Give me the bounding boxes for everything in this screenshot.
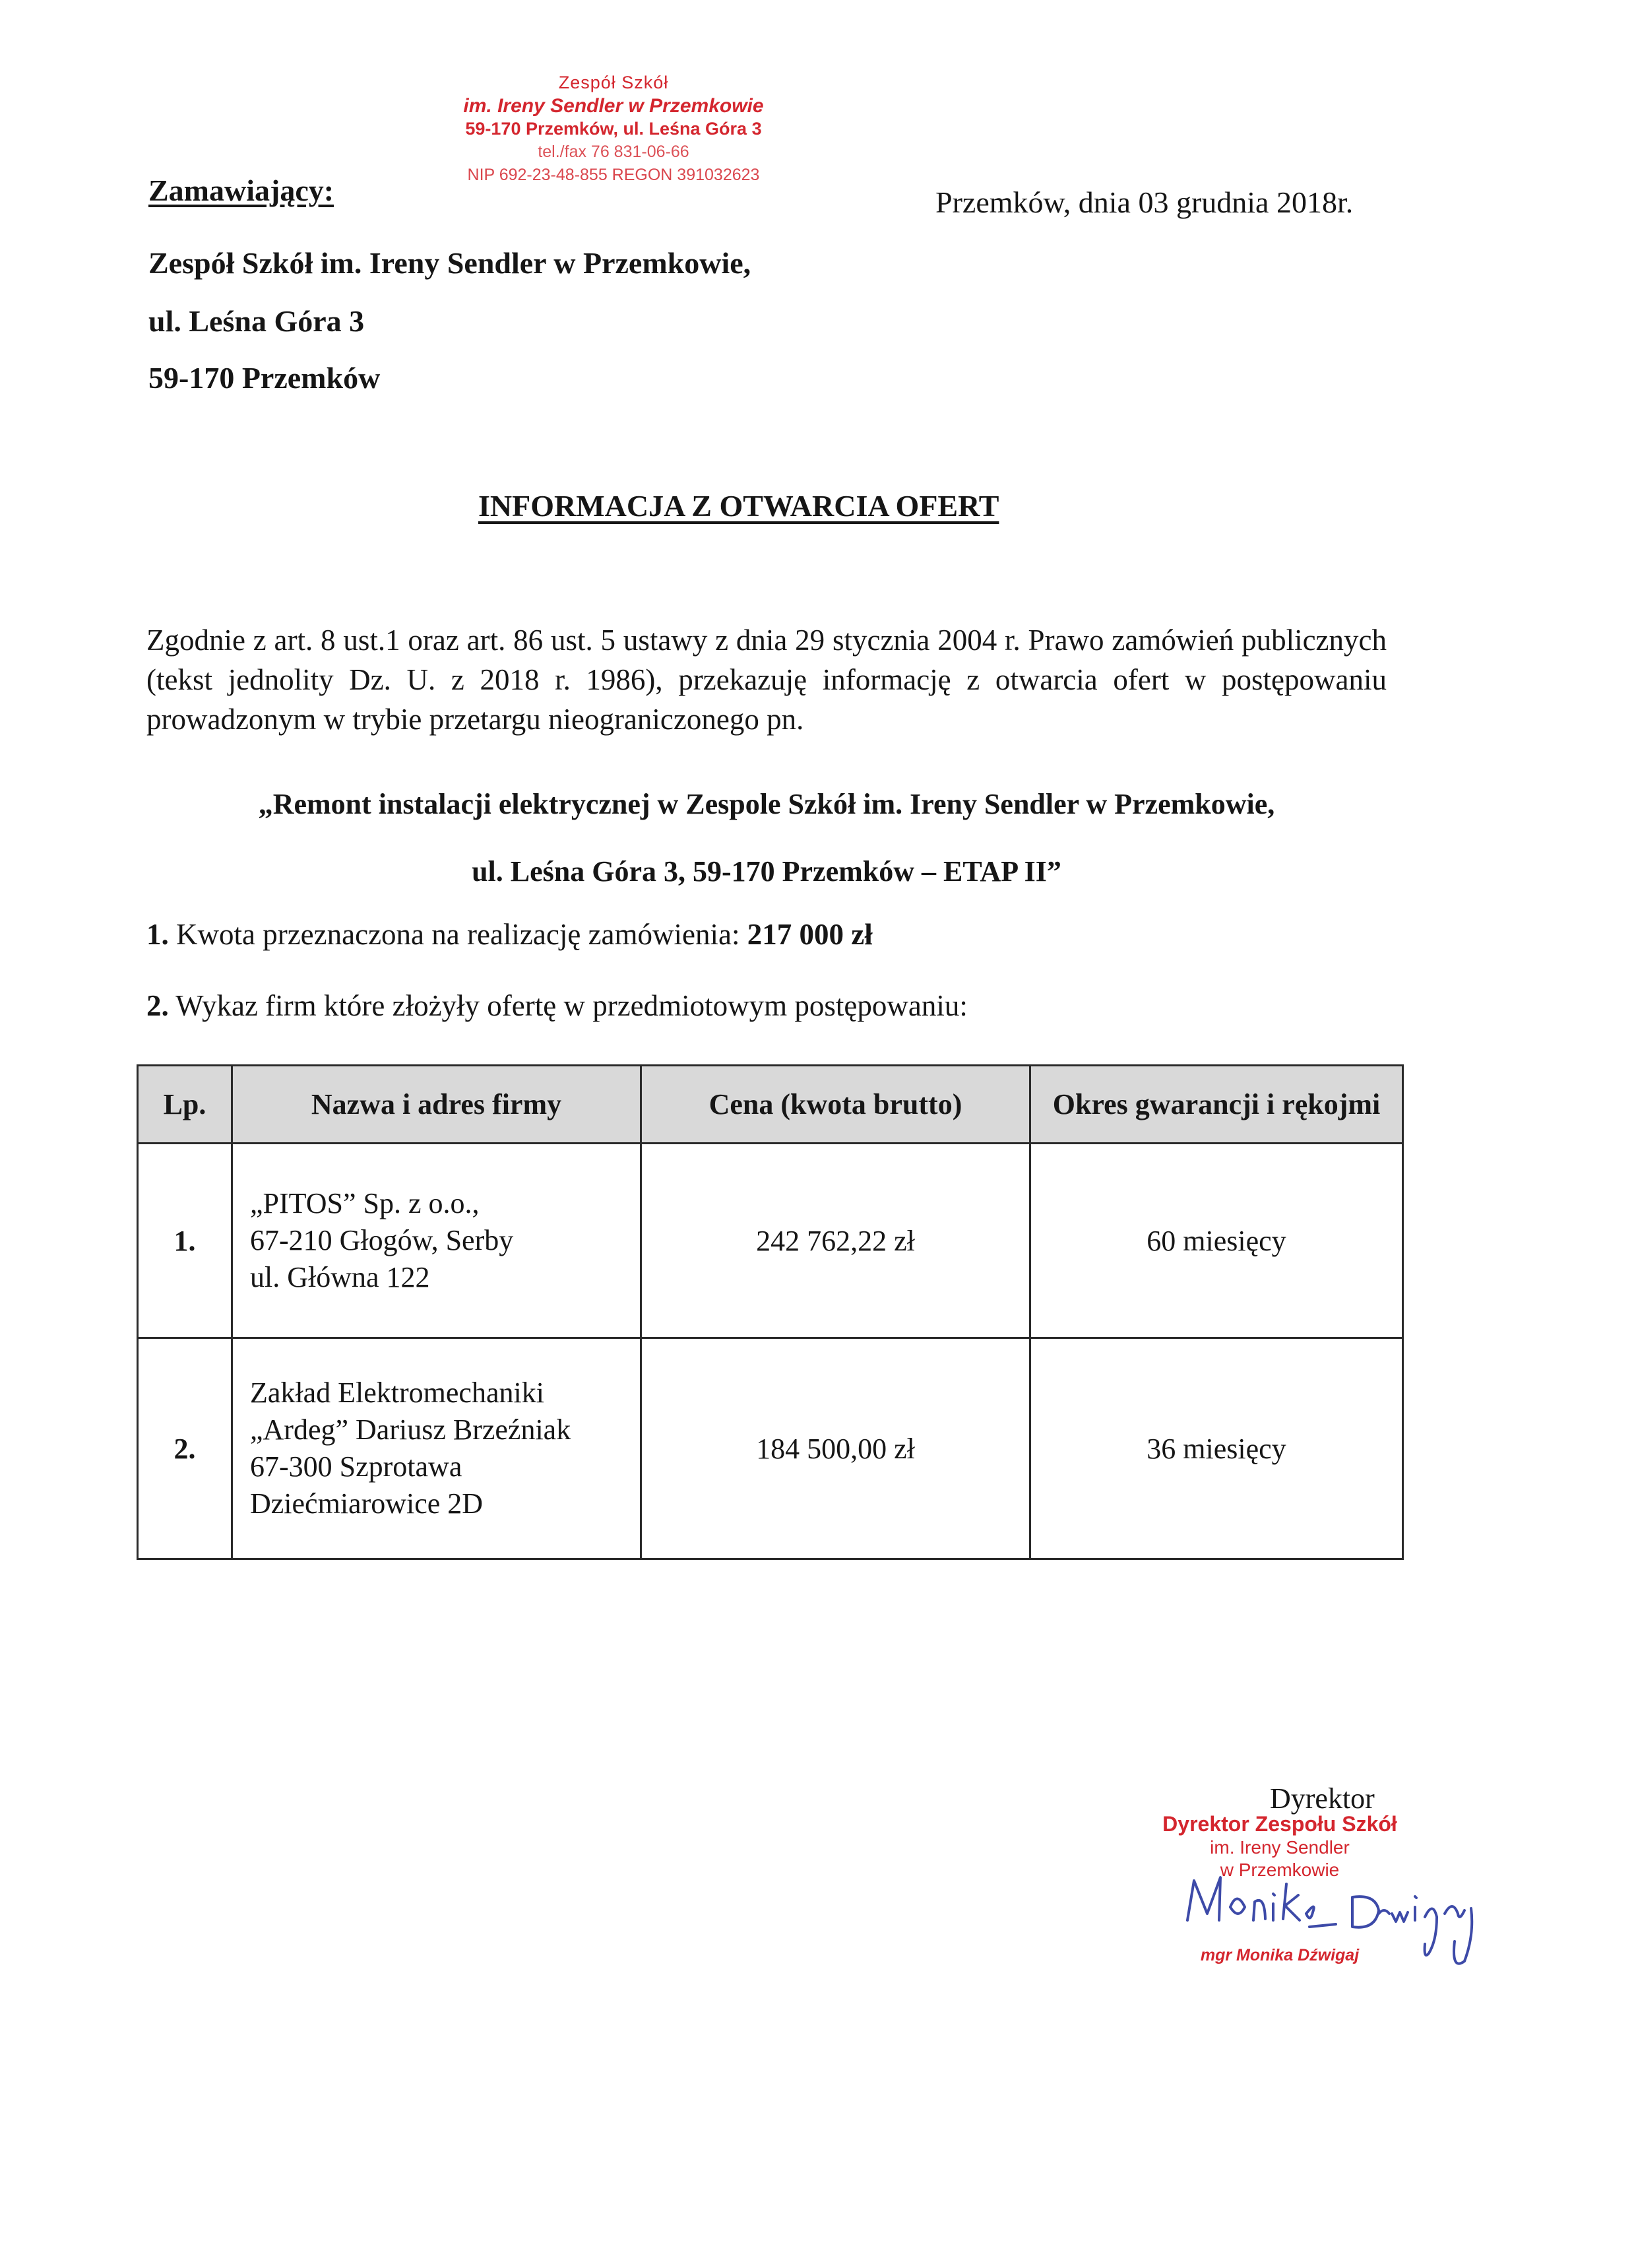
warranty-period: 36 miesięcy [1030,1338,1403,1559]
firm-line: Dziećmiarowice 2D [250,1487,484,1520]
offer-price: 242 762,22 zł [641,1144,1030,1338]
firm-line: „Ardeg” Dariusz Brzeźniak [250,1413,571,1446]
table-row [138,1144,1403,1338]
signature-caption: Dyrektor [1270,1782,1375,1815]
project-name-line-2: ul. Leśna Góra 3, 59-170 Przemków – ETAP II” [472,855,1061,888]
row-number: 1. [138,1144,232,1338]
address-line-1: Zespół Szkół im. Ireny Sendler w Przemkowie, [148,246,751,280]
stamp-line-4: tel./fax 76 831-06-66 [538,143,689,161]
director-stamp-line-1: Dyrektor Zespołu Szkół [1162,1812,1397,1836]
address-line-2: ul. Leśna Góra 3 [148,304,365,338]
stamp-line-1: Zespół Szkół [558,73,669,92]
table-header-row [138,1066,1403,1144]
address-line-3: 59-170 Przemków [148,361,381,395]
offers-list-number: 2. [146,989,169,1022]
header-warranty: Okres gwarancji i rękojmi [1030,1066,1403,1144]
header-lp: Lp. [138,1066,232,1144]
firm-line: „PITOS” Sp. z o.o., [250,1187,480,1219]
budget-item [146,917,873,952]
project-name-line-1: „Remont instalacji elektrycznej w Zespole Szkół im. Ireny Sendler w Przemkowie, [258,788,1275,820]
header-price: Cena (kwota brutto) [641,1066,1030,1144]
budget-item-number: 1. [146,918,169,951]
handwritten-signature [1181,1848,1511,1980]
firm-line: 67-300 Szprotawa [250,1450,462,1483]
header-firm: Nazwa i adres firmy [232,1066,641,1144]
warranty-period: 60 miesięcy [1030,1144,1403,1338]
director-stamp-line-3: w Przemkowie [1220,1860,1340,1880]
signature-surname-stroke [1352,1896,1472,1964]
contracting-label: Zamawiający: [148,174,334,207]
row-number: 2. [138,1338,232,1559]
signature-first-name-stroke [1187,1877,1336,1927]
firm-line: Zakład Elektromechaniki [250,1377,544,1409]
budget-item-text: Kwota przeznaczona na realizację zamówienia: [168,918,747,951]
stamp-line-5: NIP 692-23-48-855 REGON 391032623 [467,166,760,184]
stamp-line-3: 59-170 Przemków, ul. Leśna Góra 3 [465,119,762,139]
intro-paragraph: Zgodnie z art. 8 ust.1 oraz art. 86 ust. 5 ustawy z dnia 29 stycznia 2004 r. Prawo zamówień publicznych (tekst jednolity Dz. U. z 2018 r. 1986), przekazuję informację z otwarcia ofert w postępowaniu prowadzonym w trybie przetargu nieograniczonego pn. [146,624,1387,736]
stamp-line-2: im. Ireny Sendler w Przemkowie [463,95,764,117]
firm-name-address [232,1144,641,1338]
director-stamp-line-2: im. Ireny Sendler [1210,1837,1350,1858]
offers-list-text: Wykaz firm które złożyły ofertę w przedmiotowym postępowaniu: [168,989,968,1022]
place-date: Przemków, dnia 03 grudnia 2018r. [935,185,1354,219]
director-name: mgr Monika Dźwigaj [1200,1946,1360,1964]
offers-list-intro [146,988,968,1023]
firm-line: ul. Główna 122 [250,1261,430,1293]
offer-price: 184 500,00 zł [641,1338,1030,1559]
firm-name-address [232,1338,641,1559]
table-row [138,1338,1403,1559]
document-title: INFORMACJA Z OTWARCIA OFERT [478,489,999,523]
offers-table [137,1064,1404,1560]
firm-line: 67-210 Głogów, Serby [250,1224,514,1256]
school-stamp [422,71,805,187]
budget-amount: 217 000 zł [747,918,873,951]
